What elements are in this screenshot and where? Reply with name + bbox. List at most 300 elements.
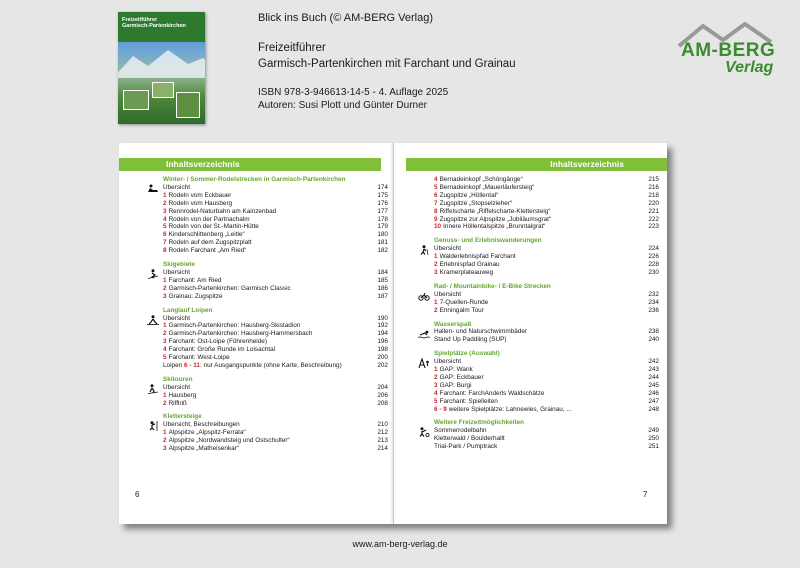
toc-entry-label: Zugspitze zur Alpspitze „Jubiläumsgrat“: [439, 215, 552, 223]
toc-entry-label: Übersicht: [434, 290, 461, 298]
toc-entry-label: Grainau: Zugspitze: [168, 292, 223, 300]
toc-entry-label: Übersicht: [434, 358, 461, 366]
playground-icon: [418, 358, 430, 368]
toc-entry[interactable]: [163, 239, 388, 247]
toc-entry[interactable]: [434, 184, 659, 192]
toc-entry-number: 3: [434, 381, 438, 389]
toc-entry-page: 232: [648, 290, 659, 298]
toc-entry-label: Übersicht: [434, 245, 461, 253]
toc-entry[interactable]: [434, 427, 659, 435]
toc-entry-label: Erlebnispfad Grainau: [439, 261, 500, 269]
toc-entry-text: [163, 223, 259, 231]
book-title-line2: Garmisch-Partenkirchen mit Farchant und Grainau: [258, 58, 516, 70]
toc-entry[interactable]: [163, 231, 388, 239]
toc-entry-text: [434, 382, 472, 390]
book-spread: [119, 143, 667, 524]
cover-photo-1: [123, 90, 149, 110]
toc-entry-label: Kinderschlittenberg „Leitle“: [168, 231, 245, 239]
toc-entry-page: 212: [377, 429, 388, 437]
toc-entry-page: 214: [377, 445, 388, 453]
toc-entry[interactable]: [434, 336, 659, 344]
toc-entry-label: Bernadeinkopf „Schöngänge“: [439, 176, 523, 183]
toc-entry-label: Trial-Park / Pumptrack: [434, 443, 498, 451]
toc-entry-label: Bernadeinkopf „Mauerläufersteig“: [439, 183, 535, 191]
toc-entry-text: [163, 277, 222, 285]
toc-entry-number: 1: [434, 366, 438, 374]
toc-entry-label: Enningalm Tour: [439, 306, 484, 314]
toc-entry-number: 5: [163, 223, 167, 231]
toc-entry-page: 224: [648, 245, 659, 253]
logo-line2: Verlag: [725, 59, 774, 76]
toc-entry[interactable]: [434, 299, 659, 307]
toc-entry-text: [163, 247, 246, 255]
cover-title: [122, 17, 202, 30]
toc-entry-label: GAP: Wank: [439, 366, 473, 374]
toc-section-title: Wasserspaß: [434, 320, 472, 328]
toc-entry-page: 179: [377, 223, 388, 231]
toc-entry[interactable]: [163, 208, 388, 216]
toc-entry-number: 2: [434, 373, 438, 381]
toc-entry-number: 4: [434, 176, 438, 183]
toc-entry-label: Garmisch-Partenkirchen: Hausberg-Skistadion: [168, 322, 301, 330]
toc-entry-page: 187: [377, 292, 388, 300]
toc-section-title: Klettersteige: [163, 413, 202, 421]
toc-section: [434, 176, 659, 231]
toc-entry-text: [434, 398, 498, 406]
book-cover: [118, 12, 205, 124]
toc-entry[interactable]: [163, 445, 388, 453]
toc-entry-number: 9: [434, 215, 438, 223]
toc-entry-number: 1: [434, 253, 438, 261]
toc-entry-page: 230: [648, 268, 659, 276]
toc-entry-text: [163, 315, 190, 323]
toc-entry-page: 190: [377, 314, 388, 322]
toc-entry-text: [163, 392, 196, 400]
toc-entry-number: 1: [434, 298, 438, 306]
toc-section: [163, 261, 388, 301]
toc-heading-right: Inhaltsverzeichnis: [406, 158, 667, 171]
toc-entry-label: GAP: Eckbauer: [439, 373, 484, 381]
toc-entry-number: 2: [434, 306, 438, 314]
toc-entry[interactable]: [163, 362, 388, 370]
toc-entry-text: [434, 406, 572, 414]
toc-entry-number: 3: [163, 338, 167, 346]
page-number-left: 6: [135, 490, 140, 499]
toc-entry-label: Hausberg: [168, 391, 197, 399]
toc-entry-page: 174: [377, 183, 388, 191]
toc-entry-page: 206: [377, 391, 388, 399]
toc-entry-number: 8: [434, 207, 438, 215]
toc-column-left: [163, 176, 388, 459]
toc-entry[interactable]: [434, 245, 659, 253]
toc-entry-text: [434, 176, 523, 184]
cover-photo-3: [176, 92, 200, 118]
toc-entry-page: 240: [648, 336, 659, 344]
toc-entry-label: Kramerplateauweg: [439, 268, 494, 276]
toc-entry-label: Farchant: West-Loipe: [168, 354, 230, 362]
toc-entry-label: Loipen 6 - 11: nur Ausgangspunkte (ohne Karte, Beschreibung): [163, 361, 342, 369]
toc-entry-label: Übersicht: [163, 268, 190, 276]
toc-section-title: Skigebiete: [163, 261, 195, 269]
toc-entry[interactable]: [163, 192, 388, 200]
toc-entry[interactable]: [163, 429, 388, 437]
toc-entry-label: Rodeln Farchant „Am Ried“: [168, 247, 247, 255]
toc-entry[interactable]: [163, 437, 388, 445]
toc-entry[interactable]: [163, 285, 388, 293]
toc-section-title: Langlauf Loipen: [163, 306, 213, 314]
toc-entry[interactable]: [434, 269, 659, 277]
toc-entry-text: [434, 427, 487, 435]
toc-section: [163, 413, 388, 453]
toc-entry-label: Rodeln vom Hausberg: [168, 199, 233, 207]
toc-entry[interactable]: [434, 192, 659, 200]
toc-entry-text: [163, 192, 231, 200]
toc-entry-text: [434, 328, 527, 336]
toc-entry-page: 204: [377, 383, 388, 391]
hiker-icon: [418, 245, 430, 255]
toc-entry-number: 5: [163, 354, 167, 362]
toc-entry-text: [163, 346, 275, 354]
toc-entry-page: 186: [377, 284, 388, 292]
isbn: ISBN 978-3-946613-14-5 - 4. Auflage 2025: [258, 87, 449, 98]
toc-entry[interactable]: [163, 223, 388, 231]
toc-entry-page: 216: [648, 183, 659, 191]
toc-entry[interactable]: [163, 269, 388, 277]
toc-entry[interactable]: [163, 315, 388, 323]
toc-entry-text: [434, 366, 473, 374]
toc-entry[interactable]: [434, 200, 659, 208]
toc-entry-text: [163, 269, 190, 277]
toc-entry-text: [163, 322, 300, 330]
toc-entry-text: [163, 400, 187, 408]
toc-section-title: Rad- / Mountainbike- / E-Bike Strecken: [434, 282, 551, 290]
toc-entry[interactable]: [163, 216, 388, 224]
toc-entry-number: 3: [163, 207, 167, 215]
toc-entry[interactable]: [163, 330, 388, 338]
toc-entry-label: Farchant: Spielleiten: [439, 397, 498, 405]
toc-entry-number: 2: [163, 437, 167, 445]
toc-entry-number: 5: [434, 183, 438, 191]
toc-entry-label: Übersicht: [163, 383, 190, 391]
toc-entry-page: 251: [648, 443, 659, 451]
toc-entry-text: [163, 293, 223, 301]
toc-entry-label: Garmisch-Partenkirchen: Garmisch Classic: [168, 284, 291, 292]
toc-entry-page: 248: [648, 405, 659, 413]
bicycle-icon: [418, 291, 430, 301]
toc-entry-label: Übersicht: [163, 314, 190, 322]
toc-entry[interactable]: [434, 358, 659, 366]
toc-entry-page: 210: [377, 421, 388, 429]
toc-entry-label: Kletterwald / Boulderhallt: [434, 435, 505, 443]
toc-entry-text: [163, 285, 291, 293]
toc-entry-text: [163, 208, 276, 216]
toc-entry-number: 8: [163, 247, 167, 255]
toc-entry-page: 181: [377, 239, 388, 247]
toc-entry-page: 242: [648, 358, 659, 366]
toc-entry[interactable]: [434, 216, 659, 224]
toc-entry-number: 6: [434, 191, 438, 199]
toc-entry-label: Riffelscharte „Riffelscharte-Klettersteig“: [439, 207, 551, 215]
toc-entry-number: 7: [434, 199, 438, 207]
toc-entry-number: 7: [163, 239, 167, 247]
toc-entry-text: [434, 435, 505, 443]
toc-entry-text: [434, 336, 506, 344]
toc-entry-page: 180: [377, 231, 388, 239]
toc-entry-text: [163, 338, 267, 346]
toc-entry-page: 247: [648, 397, 659, 405]
toc-entry-number: 2: [163, 399, 167, 407]
page-gutter: [393, 143, 394, 524]
toc-entry-text: [434, 390, 544, 398]
toc-entry[interactable]: [434, 398, 659, 406]
toc-entry[interactable]: [163, 354, 388, 362]
logo-line1: AM-BERG: [681, 40, 776, 61]
toc-entry[interactable]: [163, 277, 388, 285]
cover-photo-2: [152, 82, 174, 98]
toc-entry-page: 215: [648, 176, 659, 183]
toc-entry-page: 185: [377, 276, 388, 284]
toc-entry-label: Alpspitze „Alpspitz-Ferrata“: [168, 429, 246, 437]
toc-entry-number: 3: [163, 292, 167, 300]
toc-entry[interactable]: [434, 435, 659, 443]
toc-entry-page: 244: [648, 373, 659, 381]
toc-entry[interactable]: [163, 322, 388, 330]
toc-entry-text: [434, 253, 516, 261]
toc-entry-number: 4: [434, 389, 438, 397]
toc-entry-number: 4: [163, 215, 167, 223]
toc-entry-text: [434, 223, 545, 231]
toc-entry-text: [163, 200, 232, 208]
toc-entry-page: 194: [377, 330, 388, 338]
toc-entry-label: Innere Höllentalspitze „Brunntalgrat“: [443, 223, 546, 231]
ski-touring-icon: [147, 384, 159, 394]
toc-entry-label: Walderlebnispfad Farchant: [439, 253, 516, 261]
toc-entry-page: 176: [377, 199, 388, 207]
toc-entry-text: [434, 184, 534, 192]
toc-section: [434, 321, 659, 345]
toc-entry[interactable]: [434, 253, 659, 261]
toc-entry[interactable]: [434, 208, 659, 216]
toc-entry[interactable]: [434, 307, 659, 315]
toc-section: [434, 350, 659, 413]
toc-entry-number: 3: [163, 445, 167, 453]
toc-entry-page: 223: [648, 223, 659, 231]
toc-entry[interactable]: [434, 291, 659, 299]
toc-entry[interactable]: [163, 200, 388, 208]
toc-entry-number: 6: [163, 231, 167, 239]
toc-entry-label: Farchant: Am Ried: [168, 276, 222, 284]
toc-entry-page: 177: [377, 207, 388, 215]
toc-entry-text: [434, 208, 551, 216]
toc-section: [434, 419, 659, 451]
toc-entry-text: [163, 429, 246, 437]
toc-heading-left: Inhaltsverzeichnis: [119, 158, 381, 171]
toc-entry-label: Übersicht, Beschreibungen: [163, 421, 240, 429]
toc-entry-label: Rodeln von der St.-Martin-Hütte: [168, 223, 259, 231]
toc-entry-page: 178: [377, 215, 388, 223]
toc-entry-page: 175: [377, 191, 388, 199]
toc-entry-label: Alpspitze „Nordwandsteig und Ostschulter“: [168, 437, 290, 445]
toc-column-right: [434, 176, 659, 457]
toc-entry[interactable]: [163, 421, 388, 429]
toc-entry-number: 3: [434, 268, 438, 276]
toc-entry-page: 222: [648, 215, 659, 223]
toc-entry-number: 4: [163, 346, 167, 354]
toc-section-title: Winter- / Sommer-Rodelstrecken in Garmisch-Partenkirchen: [163, 176, 346, 183]
toc-entry-number: 5: [434, 397, 438, 405]
toc-entry-page: 213: [377, 437, 388, 445]
toc-entry-label: Farchant: FarchAnderls Waldschätze: [439, 389, 545, 397]
toc-entry-page: 220: [648, 199, 659, 207]
toc-entry-text: [434, 245, 461, 253]
toc-entry-label: Stand Up Paddling (SUP): [434, 336, 507, 344]
toc-entry-label: Rifflriß: [168, 399, 187, 407]
toc-section: [163, 376, 388, 408]
publisher-logo: [675, 20, 790, 80]
toc-entry[interactable]: [163, 338, 388, 346]
toc-entry-text: [163, 330, 312, 338]
climber-icon: [147, 421, 159, 431]
toc-entry[interactable]: [163, 384, 388, 392]
toc-entry-page: 234: [648, 298, 659, 306]
toc-entry-page: 221: [648, 207, 659, 215]
toc-entry-page: 196: [377, 338, 388, 346]
toc-section: [434, 283, 659, 315]
toc-entry-text: [434, 299, 488, 307]
toc-entry-page: 236: [648, 306, 659, 314]
toc-entry-number: 1: [163, 191, 167, 199]
toc-entry-number: 1: [163, 276, 167, 284]
toc-entry[interactable]: [434, 374, 659, 382]
toc-entry-label: Hallen- und Naturschwimmbäder: [434, 328, 528, 336]
toc-entry-page: 228: [648, 261, 659, 269]
toc-entry-page: 198: [377, 346, 388, 354]
toc-section-title: Genuss- und Erlebniswanderungen: [434, 237, 542, 245]
footer-url[interactable]: www.am-berg-verlag.de: [352, 539, 448, 549]
toc-entry[interactable]: [434, 382, 659, 390]
toc-entry[interactable]: [434, 328, 659, 336]
toc-entry-label: Farchant: Ost-Loipe (Föhrenheide): [168, 338, 267, 346]
toc-entry-page: 250: [648, 435, 659, 443]
toc-entry-number: 1: [163, 322, 167, 330]
toc-entry[interactable]: [163, 184, 388, 192]
page-number-right: 7: [643, 490, 648, 499]
toc-entry-page: 226: [648, 253, 659, 261]
toc-entry-text: [163, 231, 245, 239]
toc-entry-label: Zugspitze „Höllental“: [439, 191, 499, 199]
toc-entry-text: [434, 443, 497, 451]
authors: Autoren: Susi Plott und Günter Durner: [258, 100, 427, 111]
skier-icon: [147, 269, 159, 279]
toc-entry[interactable]: [434, 223, 659, 231]
toc-entry-label: Sommerrodelbahn: [434, 427, 487, 435]
toc-entry-number: 2: [163, 199, 167, 207]
cover-title-line2: Garmisch-Partenkirchen: [122, 23, 186, 30]
toc-entry-text: [163, 362, 342, 370]
toc-entry-number: 2: [163, 330, 167, 338]
toc-entry-text: [434, 307, 484, 315]
toc-entry[interactable]: [434, 406, 659, 414]
toc-entry-text: [434, 269, 493, 277]
leisure-icon: [418, 427, 430, 437]
toc-entry-page: 182: [377, 247, 388, 255]
toc-section: [434, 237, 659, 277]
toc-entry-label: Rodeln von der Partnachalm: [168, 215, 250, 223]
toc-entry-text: [434, 216, 551, 224]
toc-entry[interactable]: [434, 390, 659, 398]
toc-entry[interactable]: [163, 247, 388, 255]
toc-entry-text: [434, 374, 484, 382]
toc-entry-text: [163, 184, 190, 192]
toc-entry-page: 208: [377, 399, 388, 407]
toc-entry-label: weitere Spielplätze: Lahnewies, Grainau, ...: [448, 405, 572, 413]
sled-icon: [147, 184, 159, 194]
toc-entry-label: Übersicht: [163, 183, 190, 191]
toc-section-title: Spielplätze (Auswahl): [434, 350, 500, 358]
toc-entry-page: 200: [377, 354, 388, 362]
toc-entry[interactable]: [163, 346, 388, 354]
toc-entry[interactable]: [163, 293, 388, 301]
toc-entry[interactable]: [434, 366, 659, 374]
toc-entry-page: 202: [377, 361, 388, 369]
toc-entry-number: 1: [163, 429, 167, 437]
mountain-icon: [118, 48, 205, 78]
toc-entry-label: Garmisch-Partenkirchen: Hausberg-Hammersbach: [168, 330, 313, 338]
toc-section: [163, 307, 388, 370]
toc-entry-page: 243: [648, 366, 659, 374]
toc-entry-text: [434, 261, 500, 269]
toc-entry-label: Rodeln vom Eckbauer: [168, 191, 232, 199]
toc-entry-number: 2: [163, 284, 167, 292]
cover-title-line1: Freizeitführer: [122, 17, 158, 23]
cross-country-ski-icon: [147, 315, 159, 325]
toc-entry-text: [163, 216, 250, 224]
toc-entry[interactable]: [163, 400, 388, 408]
toc-entry-number: 1: [163, 391, 167, 399]
toc-entry[interactable]: [434, 176, 659, 184]
toc-entry-text: [163, 384, 190, 392]
toc-section-title: Skitouren: [163, 375, 193, 383]
toc-entry[interactable]: [434, 261, 659, 269]
toc-entry-text: [434, 291, 461, 299]
toc-entry-page: 249: [648, 427, 659, 435]
toc-entry-label: 7-Quellen-Runde: [439, 298, 489, 306]
toc-entry-number: 10: [434, 223, 442, 231]
book-title-line1: Freizeitführer: [258, 42, 326, 54]
toc-entry-text: [434, 200, 512, 208]
toc-entry-page: 192: [377, 322, 388, 330]
toc-entry[interactable]: [434, 443, 659, 451]
toc-entry-number: 2: [434, 261, 438, 269]
header-title: Blick ins Buch (© AM-BERG Verlag): [258, 12, 433, 24]
toc-entry-text: [163, 354, 230, 362]
toc-entry-page: 218: [648, 191, 659, 199]
toc-entry-text: [434, 358, 461, 366]
toc-entry-label: Rodeln auf dem Zugspitzplatt: [168, 239, 252, 247]
toc-entry-page: 246: [648, 389, 659, 397]
toc-entry-text: [434, 192, 498, 200]
toc-section: [163, 176, 388, 255]
toc-entry[interactable]: [163, 392, 388, 400]
toc-entry-page: 184: [377, 268, 388, 276]
toc-entry-text: [163, 421, 240, 429]
toc-entry-label: Zugspitze „Stopselzieher“: [439, 199, 513, 207]
toc-entry-page: 238: [648, 328, 659, 336]
toc-entry-text: [163, 437, 290, 445]
toc-entry-text: [163, 239, 252, 247]
toc-section-title: Weitere Freizeitmöglichkeiten: [434, 419, 525, 427]
swimmer-icon: [418, 329, 430, 339]
